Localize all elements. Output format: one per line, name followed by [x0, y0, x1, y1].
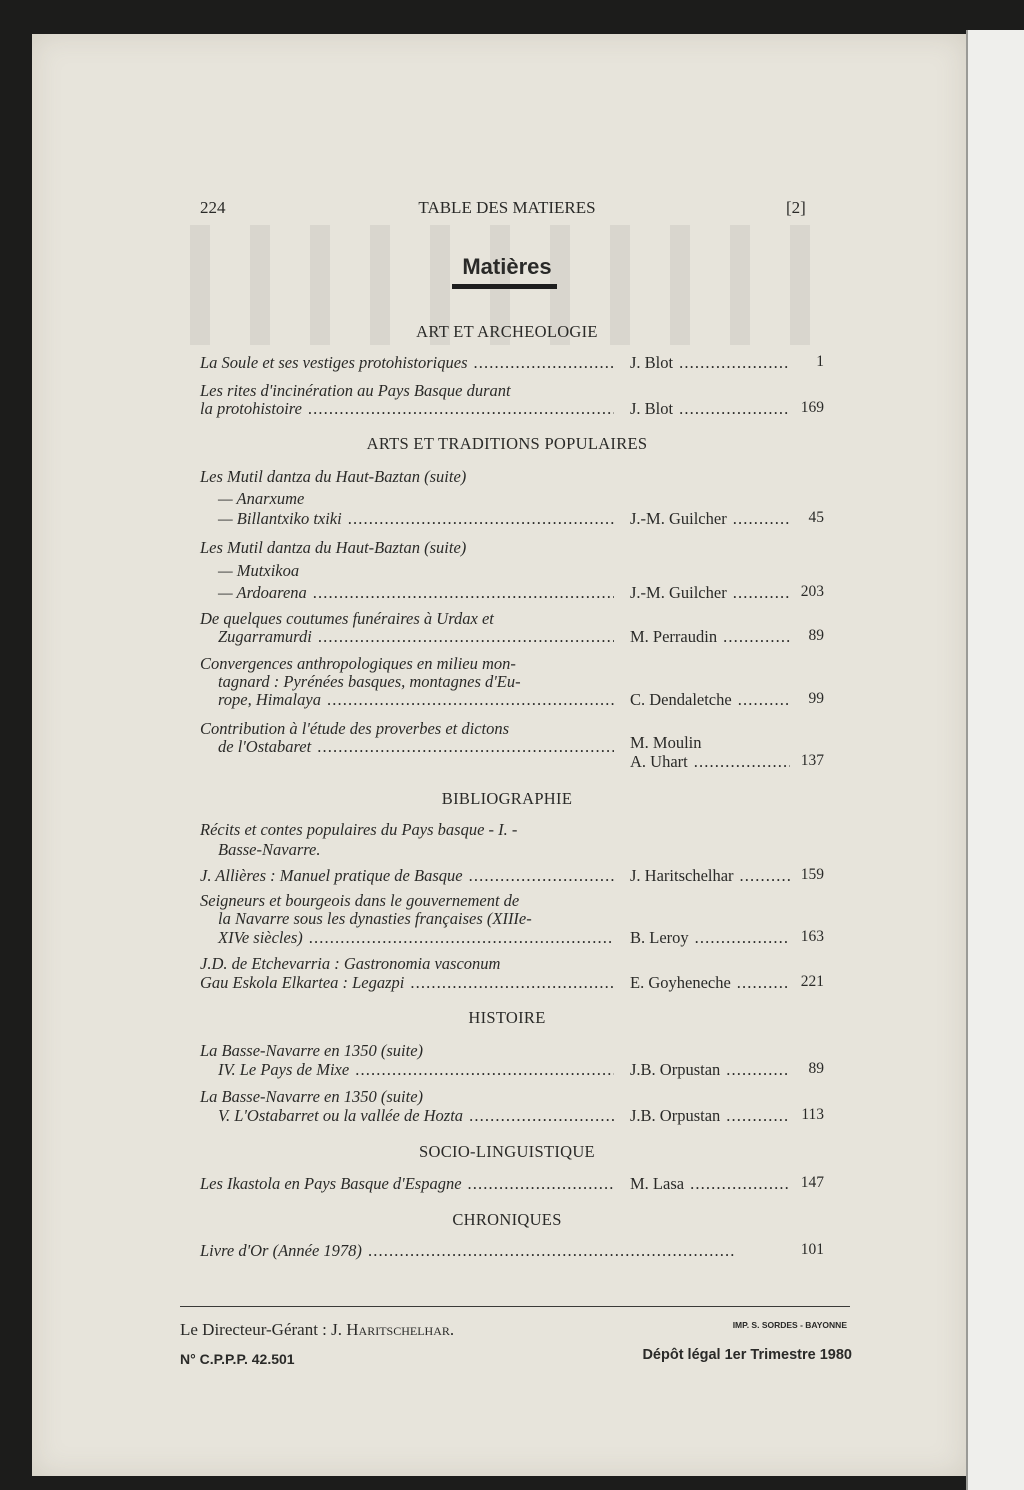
- entry-title-text: La Basse-Navarre en 1350 (suite): [200, 1087, 424, 1106]
- entry-title-line: [200, 891, 614, 911]
- entry-title-line: [200, 583, 614, 603]
- author-name: J.B. Orpustan: [630, 1106, 721, 1125]
- entry-title-line: [200, 866, 614, 886]
- entry-title-line: [200, 1174, 614, 1194]
- dot-leader: [348, 509, 614, 529]
- dot-leader: [318, 627, 614, 647]
- dot-leader: [733, 583, 790, 603]
- entry-title-line: [200, 1241, 800, 1261]
- entry-page-number: 137: [800, 752, 824, 769]
- footer-rule: [180, 1306, 850, 1307]
- dot-leader: [355, 1060, 614, 1080]
- section-heading: SOCIO-LINGUISTIQUE: [419, 1142, 595, 1161]
- author-name: E. Goyheneche: [630, 973, 731, 992]
- entry-title-line: [200, 1060, 614, 1080]
- entry-title-line: [200, 840, 614, 860]
- title-underline: [452, 284, 557, 289]
- entry-author: [630, 866, 790, 886]
- section-heading: ARTS ET TRADITIONS POPULAIRES: [366, 434, 648, 453]
- dot-leader: [694, 752, 790, 772]
- entry-author: [630, 353, 790, 373]
- dot-leader: [469, 866, 614, 886]
- entry-title-line: [200, 1087, 614, 1107]
- entry-title-text: Gau Eskola Elkartea : Legazpi: [200, 973, 405, 992]
- entry-title-text: La Basse-Navarre en 1350 (suite): [200, 1041, 424, 1060]
- dot-leader: [738, 690, 790, 710]
- entry-title-text: de l'Ostabaret: [218, 737, 312, 756]
- entry-title-line: [200, 353, 614, 373]
- entry-title-line: [200, 509, 614, 529]
- section-heading: CHRONIQUES: [452, 1210, 562, 1229]
- entry-author: [630, 1106, 790, 1126]
- author-name: J.B. Orpustan: [630, 1060, 721, 1079]
- section-heading: HISTOIRE: [468, 1008, 546, 1027]
- author-name: J. Blot: [630, 353, 674, 372]
- next-page-edge: [966, 30, 1024, 1490]
- entry-title-line: [200, 909, 614, 929]
- page-title: Matières: [462, 254, 552, 279]
- author-name: J. Blot: [630, 399, 674, 418]
- dot-leader: [740, 866, 790, 886]
- entry-title-line: [200, 719, 614, 739]
- entry-title-text: J. Allières : Manuel pratique de Basque: [200, 866, 463, 885]
- entry-page-number: 89: [808, 1060, 824, 1077]
- entry-page-number: 159: [800, 866, 824, 883]
- entry-title-text: IV. Le Pays de Mixe: [218, 1060, 350, 1079]
- author-name: J.-M. Guilcher: [630, 509, 727, 528]
- entry-title-text: Convergences anthropologiques en milieu mon-: [200, 654, 516, 673]
- entry-page-number: 163: [800, 928, 824, 945]
- entry-author: [630, 583, 790, 603]
- entry-title-text: De quelques coutumes funéraires à Urdax et: [200, 609, 494, 628]
- entry-page-number: 221: [800, 973, 824, 990]
- entry-title-line: [200, 1106, 614, 1126]
- dot-leader: [737, 973, 790, 993]
- entry-page-number: 169: [800, 399, 824, 416]
- entry-title-text: Basse-Navarre.: [218, 840, 321, 859]
- entry-title-text: — Ardoarena: [218, 583, 307, 602]
- entry-author: [630, 1060, 790, 1080]
- entry-title-text: Récits et contes populaires du Pays basque - I. -: [200, 820, 518, 839]
- entry-title-text: la Navarre sous les dynasties françaises (XIIIe-: [218, 909, 532, 928]
- dot-leader: [368, 1241, 800, 1261]
- entry-title-line: [200, 381, 614, 401]
- entry-author: [630, 1174, 790, 1194]
- entry-title-text: tagnard : Pyrénées basques, montagnes d'Eu-: [218, 672, 521, 691]
- cppp-number: N° C.P.P.P. 42.501: [180, 1351, 295, 1367]
- entry-title-line: [200, 928, 614, 948]
- dot-leader: [317, 737, 614, 757]
- entry-title-text: La Soule et ses vestiges protohistoriques: [200, 353, 468, 372]
- dot-leader: [309, 928, 614, 948]
- director-line: [180, 1320, 454, 1340]
- author-name: A. Uhart: [630, 752, 688, 771]
- dot-leader: [733, 509, 790, 529]
- entry-title-text: Livre d'Or (Année 1978): [200, 1241, 362, 1260]
- director-name: Haritschelhar.: [346, 1320, 455, 1339]
- entry-title-text: rope, Himalaya: [218, 690, 321, 709]
- entry-title-text: Les rites d'incinération au Pays Basque durant: [200, 381, 511, 400]
- dot-leader: [474, 353, 615, 373]
- entry-title-line: [200, 973, 614, 993]
- entry-title-text: Les Mutil dantza du Haut-Baztan (suite): [200, 467, 467, 486]
- entry-page-number: 147: [800, 1174, 824, 1191]
- entry-title-line: [200, 489, 614, 509]
- entry-author: [630, 928, 790, 948]
- author-name: M. Moulin: [630, 733, 702, 752]
- issue-number: [2]: [786, 198, 806, 217]
- dot-leader: [308, 399, 614, 419]
- entry-title-text: Seigneurs et bourgeois dans le gouvernement de: [200, 891, 520, 910]
- entry-author: [630, 973, 790, 993]
- entry-title-line: [200, 672, 614, 692]
- entry-title-text: J.D. de Etchevarria : Gastronomia vasconum: [200, 954, 501, 973]
- section-heading: BIBLIOGRAPHIE: [441, 789, 573, 808]
- dot-leader: [695, 928, 790, 948]
- entry-title-text: — Mutxikoa: [218, 561, 300, 580]
- entry-title-text: la protohistoire: [200, 399, 302, 418]
- entry-title-line: [200, 654, 614, 674]
- director-label: Le Directeur-Gérant : J.: [180, 1320, 347, 1339]
- entry-title-text: — Anarxume: [218, 489, 305, 508]
- author-name: M. Perraudin: [630, 627, 718, 646]
- dot-leader: [726, 1060, 790, 1080]
- entry-title-line: [200, 737, 614, 757]
- entry-title-text: Zugarramurdi: [218, 627, 312, 646]
- entry-title-line: [200, 561, 614, 581]
- printer-credit: IMP. S. SORDES - BAYONNE: [732, 1320, 847, 1330]
- entry-author: [630, 627, 790, 647]
- running-title: TABLE DES MATIERES: [418, 198, 596, 217]
- entry-title-text: Les Ikastola en Pays Basque d'Espagne: [200, 1174, 462, 1193]
- dot-leader: [679, 399, 790, 419]
- entry-author: [630, 733, 790, 753]
- dot-leader: [726, 1106, 790, 1126]
- dot-leader: [679, 353, 790, 373]
- dot-leader: [468, 1174, 614, 1194]
- author-name: M. Lasa: [630, 1174, 685, 1193]
- author-name: C. Dendaletche: [630, 690, 732, 709]
- entry-page-number: 99: [808, 690, 824, 707]
- entry-title-line: [200, 1041, 614, 1061]
- entry-author: [630, 509, 790, 529]
- entry-title-text: Les Mutil dantza du Haut-Baztan (suite): [200, 538, 467, 557]
- entry-author: [630, 690, 790, 710]
- section-heading: ART ET ARCHEOLOGIE: [416, 322, 598, 341]
- dot-leader: [313, 583, 614, 603]
- dot-leader: [410, 973, 614, 993]
- page-number: 224: [200, 198, 226, 217]
- entry-page-number: 89: [808, 627, 824, 644]
- entry-page-number: 45: [808, 509, 824, 526]
- entry-page-number: 101: [800, 1241, 824, 1258]
- entry-title-line: [200, 609, 614, 629]
- entry-title-line: [200, 467, 614, 487]
- dot-leader: [723, 627, 790, 647]
- dot-leader: [469, 1106, 614, 1126]
- entry-title-line: [200, 399, 614, 419]
- entry-title-line: [200, 538, 614, 558]
- author-name: J.-M. Guilcher: [630, 583, 727, 602]
- entry-author: [630, 752, 790, 772]
- entry-title-text: Contribution à l'étude des proverbes et dictons: [200, 719, 510, 738]
- legal-deposit: Dépôt légal 1er Trimestre 1980: [642, 1347, 852, 1363]
- entry-title-text: V. L'Ostabarret ou la vallée de Hozta: [218, 1106, 464, 1125]
- entry-page-number: 1: [816, 353, 824, 370]
- entry-page-number: 203: [800, 583, 824, 600]
- entry-title-text: — Billantxiko txiki: [218, 509, 342, 528]
- dot-leader: [327, 690, 614, 710]
- entry-title-line: [200, 690, 614, 710]
- dot-leader: [690, 1174, 790, 1194]
- entry-title-line: [200, 820, 614, 840]
- entry-author: [630, 399, 790, 419]
- entry-page-number: 113: [801, 1106, 824, 1123]
- entry-title-line: [200, 954, 614, 974]
- author-name: B. Leroy: [630, 928, 689, 947]
- entry-title-line: [200, 627, 614, 647]
- author-name: J. Haritschelhar: [630, 866, 734, 885]
- entry-title-text: XIVe siècles): [218, 928, 303, 947]
